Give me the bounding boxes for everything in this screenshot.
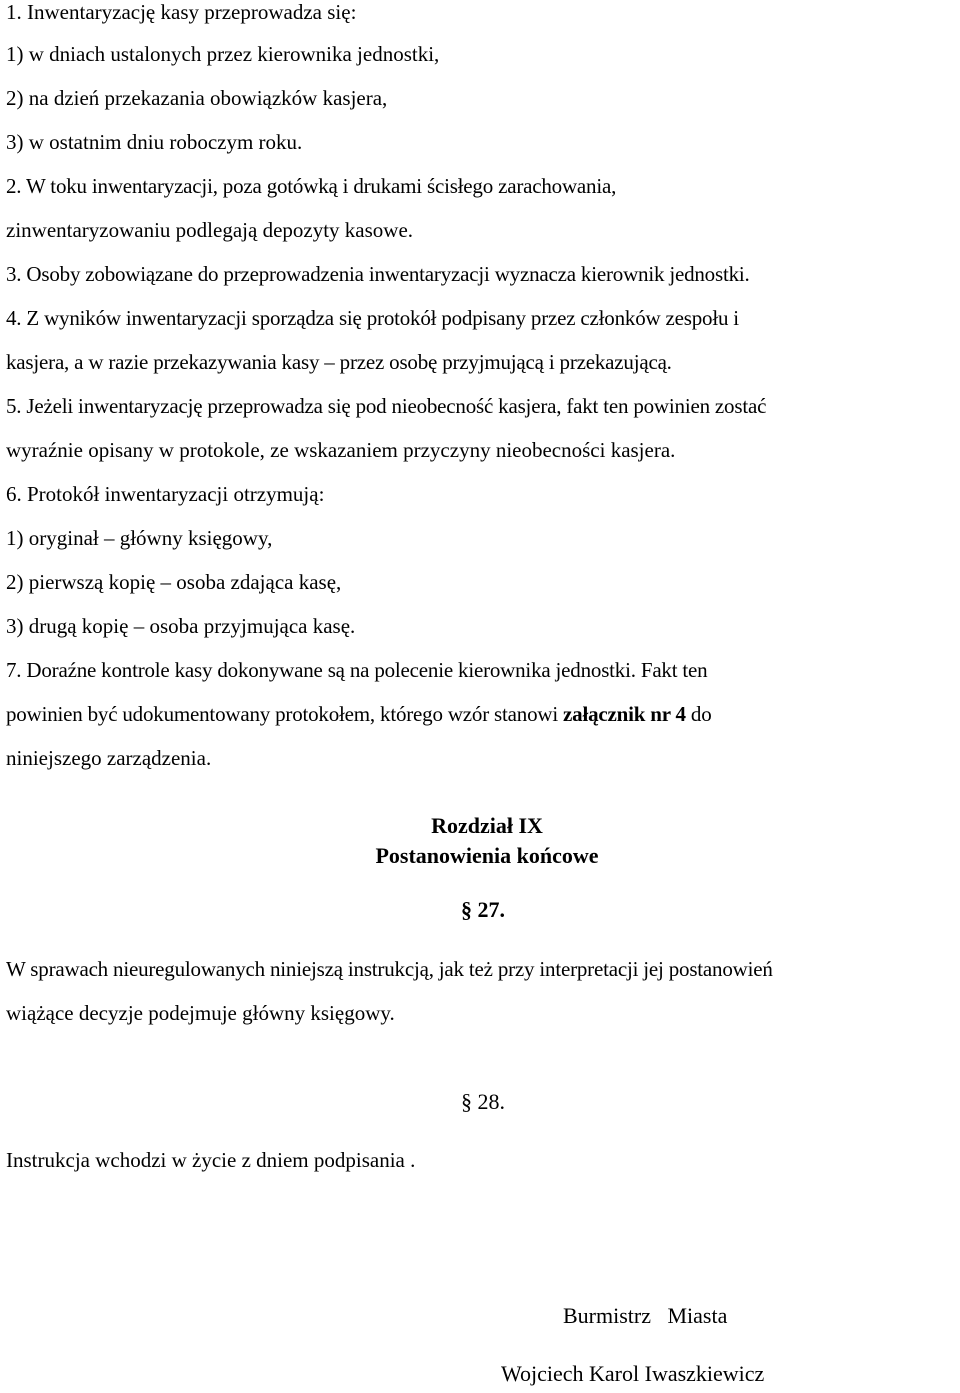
inventory-item-4-cont: kasjera, a w razie przekazywania kasy – przez osobę przyjmującą i przekazującą. bbox=[6, 350, 672, 374]
inventory-item-3: 3. Osoby zobowiązane do przeprowadzenia inwentaryzacji wyznacza kierownik jednostki. bbox=[6, 262, 750, 286]
inventory-item-7-end: niniejszego zarządzenia. bbox=[6, 746, 212, 770]
inventory-item-5: 5. Jeżeli inwentaryzację przeprowadza się pod nieobecność kasjera, fakt ten powinien zostać bbox=[6, 394, 767, 418]
inventory-item-2: 2. W toku inwentaryzacji, poza gotówką i drukami ścisłego zarachowania, bbox=[6, 174, 617, 198]
paragraph-27-heading: § 27. bbox=[461, 897, 505, 922]
inventory-item-4: 4. Z wyników inwentaryzacji sporządza się protokół podpisany przez członków zespołu i bbox=[6, 306, 739, 330]
inventory-item-7-tail: do bbox=[685, 702, 712, 726]
protocol-recipient-2: 2) pierwszą kopię – osoba zdająca kasę, bbox=[6, 570, 342, 594]
protocol-recipient-3: 3) drugą kopię – osoba przyjmująca kasę. bbox=[6, 614, 356, 638]
inventory-item-6: 6. Protokół inwentaryzacji otrzymują: bbox=[6, 482, 325, 506]
attachment-reference: załącznik nr 4 bbox=[563, 702, 686, 726]
inventory-item-7-text: powinien być udokumentowany protokołem, którego wzór stanowi bbox=[6, 702, 564, 726]
paragraph-28-heading: § 28. bbox=[461, 1089, 505, 1114]
inventory-subitem-1: 1) w dniach ustalonych przez kierownika jednostki, bbox=[6, 42, 440, 66]
signature-role: Burmistrz Miasta bbox=[563, 1303, 728, 1328]
inventory-subitem-2: 2) na dzień przekazania obowiązków kasjera, bbox=[6, 86, 388, 110]
inventory-item-2-cont: zinwentaryzowaniu podlegają depozyty kasowe. bbox=[6, 218, 414, 242]
protocol-recipient-1: 1) oryginał – główny księgowy, bbox=[6, 526, 273, 550]
inventory-subitem-3: 3) w ostatnim dniu roboczym roku. bbox=[6, 130, 303, 154]
paragraph-27-text-cont: wiążące decyzje podejmuje główny księgowy. bbox=[6, 1001, 395, 1025]
inventory-item-1: 1. Inwentaryzację kasy przeprowadza się: bbox=[6, 0, 357, 24]
paragraph-27-text: W sprawach nieuregulowanych niniejszą instrukcją, jak też przy interpretacji jej postanowień bbox=[6, 957, 773, 981]
chapter-title: Postanowienia końcowe bbox=[375, 843, 599, 868]
paragraph-28-text: Instrukcja wchodzi w życie z dniem podpisania . bbox=[6, 1148, 416, 1172]
inventory-item-7-cont bbox=[6, 700, 712, 728]
signature-name: Wojciech Karol Iwaszkiewicz bbox=[501, 1361, 765, 1386]
inventory-item-5-cont: wyraźnie opisany w protokole, ze wskazaniem przyczyny nieobecności kasjera. bbox=[6, 438, 676, 462]
chapter-number: Rozdział IX bbox=[431, 813, 543, 838]
inventory-item-7: 7. Doraźne kontrole kasy dokonywane są na polecenie kierownika jednostki. Fakt ten bbox=[6, 658, 708, 682]
